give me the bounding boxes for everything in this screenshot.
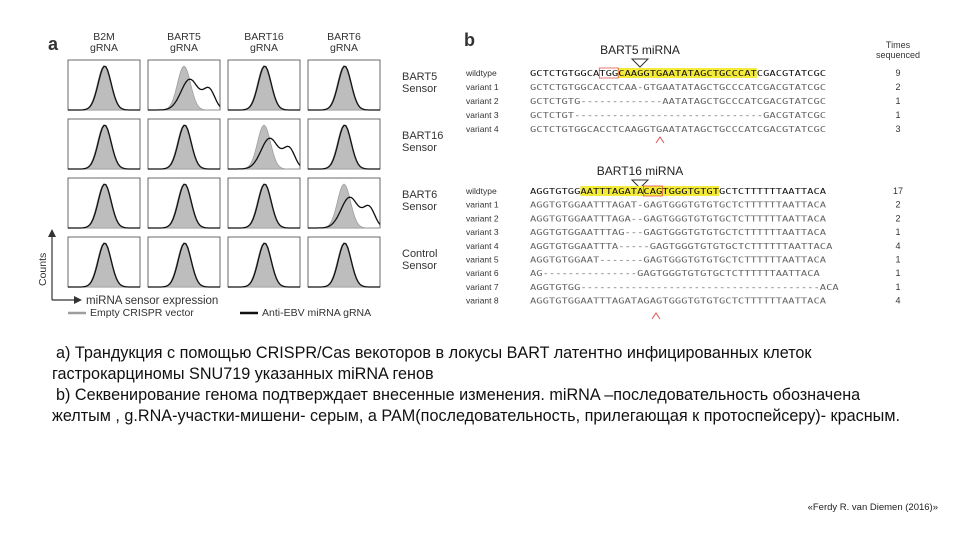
- times-sequenced: 4: [895, 240, 901, 251]
- sequence-row: AGGTGTGGAATTTAGATACAGTGGGTGTGTGCTCTTTTTTAATTACA: [530, 186, 827, 196]
- row-label: BART5: [402, 71, 438, 83]
- sequence-row: GCTCTGTG-------------AATATAGCTGCCCATCGACGTATCGC: [530, 96, 827, 106]
- panel-b-sequence-alignment: [460, 30, 920, 330]
- variant-name: variant 3: [466, 110, 499, 120]
- variant-name: variant 2: [466, 96, 499, 106]
- times-header: Times: [885, 40, 911, 50]
- variant-name: wildtype: [466, 68, 497, 78]
- times-sequenced: 1: [895, 268, 901, 279]
- variant-name: variant 8: [466, 295, 499, 306]
- variant-name: variant 5: [466, 254, 499, 265]
- times-sequenced: 1: [895, 110, 901, 120]
- cut-site-marker: [632, 59, 648, 67]
- times-sequenced: 1: [895, 281, 901, 292]
- sequence-row: AGGTGTGGAAT-------GAGTGGGTGTGTGCTCTTTTTTAATTACA: [530, 254, 827, 265]
- column-header: gRNA: [169, 42, 199, 54]
- times-sequenced: 2: [895, 82, 901, 92]
- sequence-row: AGGTGTGGAATTTAGATAGAGTGGGTGTGTGCTCTTTTTTAATTACA: [530, 295, 827, 306]
- y-arrowhead: [48, 229, 56, 237]
- mirna-title: BART5 miRNA: [600, 43, 680, 57]
- times-sequenced: 17: [892, 186, 904, 196]
- variant-name: variant 1: [466, 199, 499, 210]
- mirna-title: BART16 miRNA: [596, 164, 684, 178]
- times-header: sequenced: [875, 50, 921, 60]
- sequence-row: GCTCTGTGGCATGGCAAGGTGAATATAGCTGCCCATCGACGTATCGC: [530, 68, 827, 78]
- bart5-cut-caret: [656, 137, 664, 143]
- times-sequenced: 9: [895, 68, 901, 78]
- times-sequenced: 4: [895, 295, 901, 306]
- times-sequenced: 1: [895, 227, 901, 238]
- variant-name: variant 6: [466, 268, 499, 279]
- sequence-row: GCTCTGTGGCACCTCAA-GTGAATATAGCTGCCCATCGACGTATCGC: [530, 82, 827, 92]
- column-header: BART16: [244, 31, 284, 43]
- column-header: B2M: [93, 31, 115, 43]
- times-sequenced: 2: [895, 199, 901, 210]
- bart16-cut-caret: [652, 313, 660, 319]
- variant-name: wildtype: [466, 186, 497, 196]
- column-header: gRNA: [89, 42, 119, 54]
- variant-name: variant 3: [466, 227, 499, 238]
- sequence-row: AG---------------GAGTGGGTGTGTGCTCTTTTTTAATTACA: [530, 268, 820, 279]
- row-label: Sensor: [402, 83, 437, 95]
- figure-caption: [52, 343, 912, 427]
- sequence-row: AGGTGTGGAATTTAGA--GAGTGGGTGTGTGCTCTTTTTTAATTACA: [530, 213, 827, 224]
- column-header: gRNA: [329, 42, 359, 54]
- caption-a: a) Трандукция с помощью CRISPR/Cas векоторов в локусы BART латентно инфицированных клеток гастрокарциномы SNU719 указанных miRNA генов: [52, 344, 812, 383]
- sequence-row: AGGTGTGGAATTTAG---GAGTGGGTGTGTGCTCTTTTTTAATTACA: [530, 227, 827, 238]
- panel-b-label: b: [464, 30, 475, 50]
- row-label: Sensor: [402, 142, 437, 154]
- caption-b: b) Секвенирование генома подтверждает внесенные изменения. miRNA –последовательность обозначена желтым , g.RNA-участки-мишени- серым, а PAM(последовательность, прилегающая к протоспейсеру)- красным.: [52, 386, 900, 425]
- column-header: BART6: [327, 31, 361, 43]
- variant-name: variant 7: [466, 281, 499, 292]
- row-label: Sensor: [402, 260, 437, 272]
- sequence-row: AGGTGTGGAATTTAGAT-GAGTGGGTGTGTGCTCTTTTTTAATTACA: [530, 199, 827, 210]
- sequence-row: AGGTGTGGAATTTA-----GAGTGGGTGTGTGCTCTTTTTTAATTACA: [530, 240, 833, 251]
- column-header: BART5: [167, 31, 201, 43]
- row-label: BART16: [402, 130, 444, 142]
- panel-a-histogram-grid: [37, 30, 444, 330]
- citation-credit: «Ferdy R. van Diemen (2016)»: [807, 502, 938, 513]
- variant-name: variant 1: [466, 82, 499, 92]
- times-sequenced: 3: [895, 124, 901, 134]
- sequence-row: GCTCTGT------------------------------GACGTATCGC: [530, 110, 827, 120]
- panel-a-label: a: [48, 34, 59, 54]
- legend-anti-ebv: Anti-EBV miRNA gRNA: [262, 307, 372, 319]
- legend-empty-vector: Empty CRISPR vector: [90, 307, 194, 319]
- column-header: gRNA: [249, 42, 279, 54]
- times-sequenced: 2: [895, 213, 901, 224]
- row-label: Sensor: [402, 201, 437, 213]
- x-axis-label: miRNA sensor expression: [86, 295, 219, 307]
- sequence-row: AGGTGTGG--------------------------------------ACA: [530, 281, 839, 292]
- times-sequenced: 1: [895, 254, 901, 265]
- variant-name: variant 4: [466, 240, 499, 251]
- row-label: BART6: [402, 189, 438, 201]
- times-sequenced: 1: [895, 96, 901, 106]
- variant-name: variant 2: [466, 213, 499, 224]
- sequence-row: GCTCTGTGGCACCTCAAGGTGAATATAGCTGCCCATCGACGTATCGC: [530, 124, 827, 134]
- y-axis-label: Counts: [37, 252, 49, 286]
- row-label: Control: [402, 248, 438, 260]
- x-arrowhead: [74, 296, 82, 304]
- variant-name: variant 4: [466, 124, 499, 134]
